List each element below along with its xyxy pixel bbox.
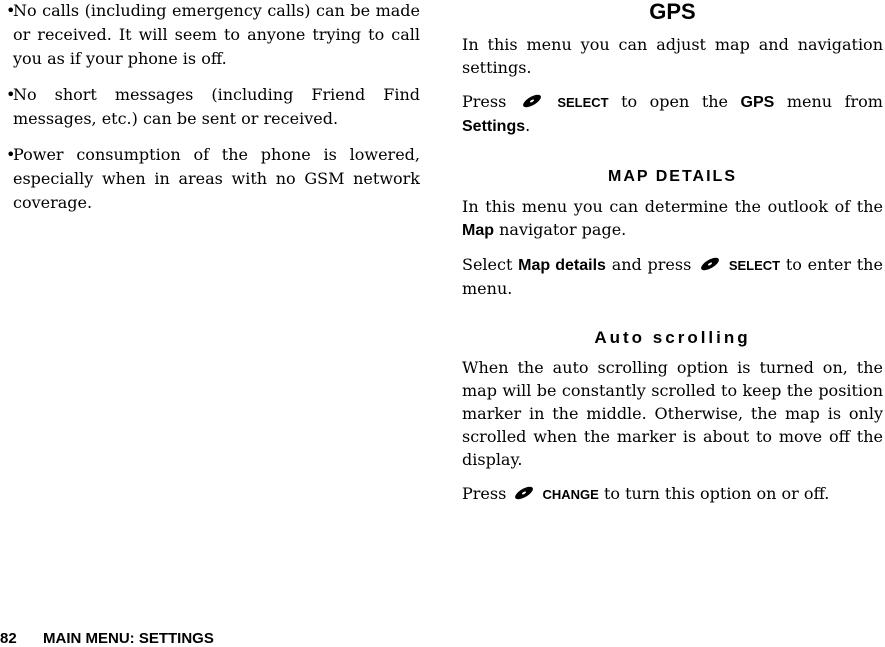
intro-start: In this menu you can determine the outlook of the bbox=[462, 197, 883, 216]
select-key-label: SELECT bbox=[728, 258, 781, 273]
map-page-name: Map bbox=[462, 222, 494, 239]
bullet-dot: • bbox=[6, 145, 16, 164]
gps-title: GPS bbox=[649, 0, 696, 24]
enter-text: to enter the menu. bbox=[462, 255, 883, 298]
left-column bbox=[6, 0, 420, 227]
page-footer bbox=[0, 630, 214, 647]
bullet-text: No short messages (including Friend Find messages, etc.) can be sent or received. bbox=[13, 85, 420, 128]
toggle-text: to turn this option on or off. bbox=[603, 484, 830, 503]
bullet-item-messages bbox=[6, 83, 420, 131]
intro-end: navigator page. bbox=[499, 220, 627, 239]
period: . bbox=[525, 116, 531, 135]
map-details-intro bbox=[462, 195, 883, 242]
menu-from-text: menu from bbox=[786, 92, 883, 111]
auto-scrolling-press-instruction bbox=[462, 482, 883, 506]
bullet-item-emergency bbox=[6, 0, 420, 71]
bullet-text: No calls (including emergency calls) can be made or received. It will seem to anyone trying to call you as if your phone is off. bbox=[13, 1, 420, 68]
bullet-text: Power consumption of the phone is lowered, especially when in areas with no GSM network coverage. bbox=[13, 145, 420, 212]
and-press-text: and press bbox=[611, 255, 692, 274]
page-number: 82 bbox=[0, 630, 17, 647]
press-word: Press bbox=[462, 484, 507, 503]
gps-menu-name: GPS bbox=[740, 94, 775, 111]
bullet-dot: • bbox=[6, 85, 16, 104]
gps-intro: In this menu you can adjust map and navigation settings. bbox=[462, 35, 883, 77]
settings-menu-name: Settings bbox=[462, 118, 526, 135]
footer-section-title: MAIN MENU: SETTINGS bbox=[43, 630, 214, 647]
open-text: to open the bbox=[621, 92, 729, 111]
pen-key-icon bbox=[521, 94, 543, 108]
pen-key-icon bbox=[699, 257, 721, 271]
select-word: Select bbox=[462, 255, 513, 274]
pen-key-icon bbox=[513, 486, 535, 500]
select-key-label: SELECT bbox=[557, 95, 609, 110]
right-column bbox=[462, 0, 883, 517]
map-details-select-instruction bbox=[462, 253, 883, 300]
bullet-dot: • bbox=[6, 1, 16, 20]
auto-scrolling-heading: Auto scrolling bbox=[594, 328, 751, 347]
press-word: Press bbox=[462, 92, 507, 111]
map-details-item-name: Map details bbox=[518, 257, 606, 274]
auto-scrolling-description: When the auto scrolling option is turned on, the map will be constantly scrolled to keep the position marker in the middle. Otherwise, the map is only scrolled when the marker is about to move off the display. bbox=[462, 358, 883, 469]
map-details-heading: MAP DETAILS bbox=[608, 168, 737, 185]
bullet-item-power bbox=[6, 143, 420, 215]
gps-press-instruction bbox=[462, 90, 883, 138]
change-key-label: CHANGE bbox=[542, 487, 599, 502]
